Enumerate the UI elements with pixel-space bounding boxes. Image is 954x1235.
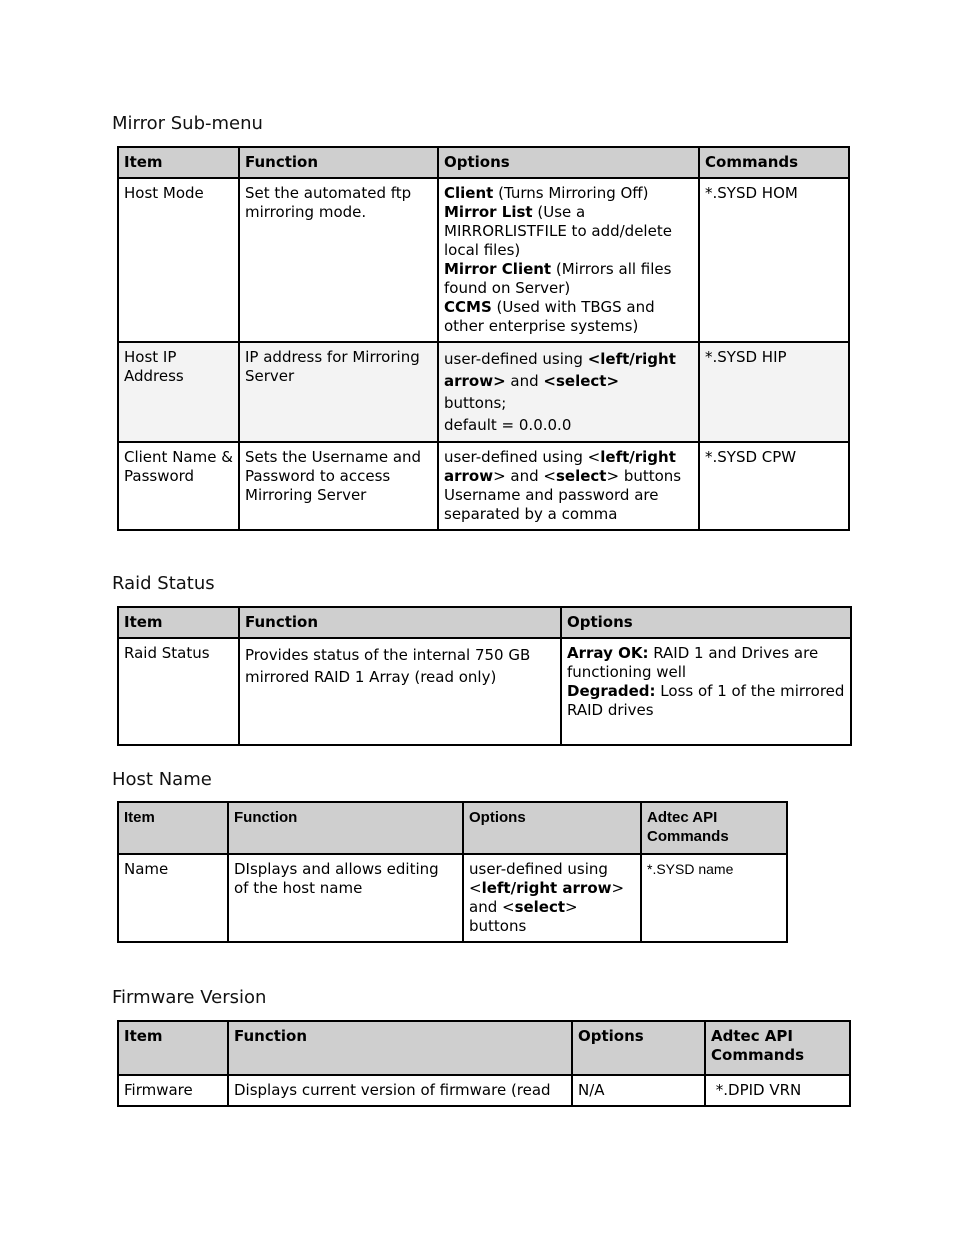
cell-command: *.SYSD HIP	[699, 342, 849, 442]
header-function: Function	[239, 147, 438, 178]
cell-item: Name	[118, 854, 228, 942]
cell-options	[561, 638, 851, 745]
cell-function: IP address for Mirroring Server	[239, 342, 438, 442]
cell-function: Set the automated ftp mirroring mode.	[239, 178, 438, 342]
header-commands: Adtec API Commands	[705, 1021, 850, 1075]
cell-item: Client Name & Password	[118, 442, 239, 530]
table-row	[118, 178, 849, 342]
header-options: Options	[572, 1021, 705, 1075]
table-header-row	[118, 1021, 850, 1075]
firmware-table	[117, 1020, 851, 1107]
cell-function: DIsplays and allows editing of the host name	[228, 854, 463, 942]
hostname-table	[117, 801, 788, 943]
header-function: Function	[228, 1021, 572, 1075]
cell-command: *.SYSD CPW	[699, 442, 849, 530]
header-options: Options	[438, 147, 699, 178]
table-header-row	[118, 607, 851, 638]
cell-command: *.SYSD HOM	[699, 178, 849, 342]
header-item: Item	[118, 1021, 228, 1075]
header-item: Item	[118, 147, 239, 178]
table-row	[118, 442, 849, 530]
option-array-ok: Array OK: RAID 1 and Drives are functioning well	[567, 644, 819, 681]
cell-item: Host IP Address	[118, 342, 239, 442]
section-title-hostname: Host Name	[112, 769, 212, 790]
cell-options: user-defined using <left/right arrow> and <select> buttons	[463, 854, 641, 942]
header-item: Item	[118, 607, 239, 638]
table-header-row	[118, 147, 849, 178]
header-item: Item	[118, 802, 228, 854]
cell-options: user-defined using <left/right arrow> and <select> buttons Username and password are separated by a comma	[438, 442, 699, 530]
table-row	[118, 638, 851, 745]
cell-command: *.SYSD name	[641, 854, 787, 942]
table-row	[118, 854, 787, 942]
header-commands: Commands	[699, 147, 849, 178]
option-client: Client (Turns Mirroring Off)	[444, 184, 649, 202]
option-degraded: Degraded: Loss of 1 of the mirrored RAID drives	[567, 682, 845, 719]
table-row	[118, 1075, 850, 1106]
header-options: Options	[561, 607, 851, 638]
cell-item: Raid Status	[118, 638, 239, 745]
cell-options: N/A	[572, 1075, 705, 1106]
section-title-firmware: Firmware Version	[112, 987, 267, 1008]
table-header-row	[118, 802, 787, 854]
table-row	[118, 342, 849, 442]
raid-table	[117, 606, 852, 746]
option-mirror-list: Mirror List (Use a MIRRORLISTFILE to add/delete local files)	[444, 203, 672, 259]
cell-options	[438, 178, 699, 342]
cell-item: Firmware	[118, 1075, 228, 1106]
option-ccms: CCMS (Used with TBGS and other enterprise systems)	[444, 298, 655, 335]
header-commands: Adtec API Commands	[641, 802, 787, 854]
header-function: Function	[239, 607, 561, 638]
cell-command: *.DPID VRN	[705, 1075, 850, 1106]
header-function: Function	[228, 802, 463, 854]
cell-function: Provides status of the internal 750 GB mirrored RAID 1 Array (read only)	[239, 638, 561, 745]
mirror-table	[117, 146, 850, 531]
cell-function: Sets the Username and Password to access Mirroring Server	[239, 442, 438, 530]
header-options: Options	[463, 802, 641, 854]
cell-function: Displays current version of firmware (read	[228, 1075, 572, 1106]
cell-item: Host Mode	[118, 178, 239, 342]
cell-options: user-defined using <left/right arrow> and <select> buttons; default = 0.0.0.0	[438, 342, 699, 442]
section-title-raid: Raid Status	[112, 573, 215, 594]
option-mirror-client: Mirror Client (Mirrors all files found on Server)	[444, 260, 672, 297]
section-title-mirror: Mirror Sub-menu	[112, 113, 263, 134]
